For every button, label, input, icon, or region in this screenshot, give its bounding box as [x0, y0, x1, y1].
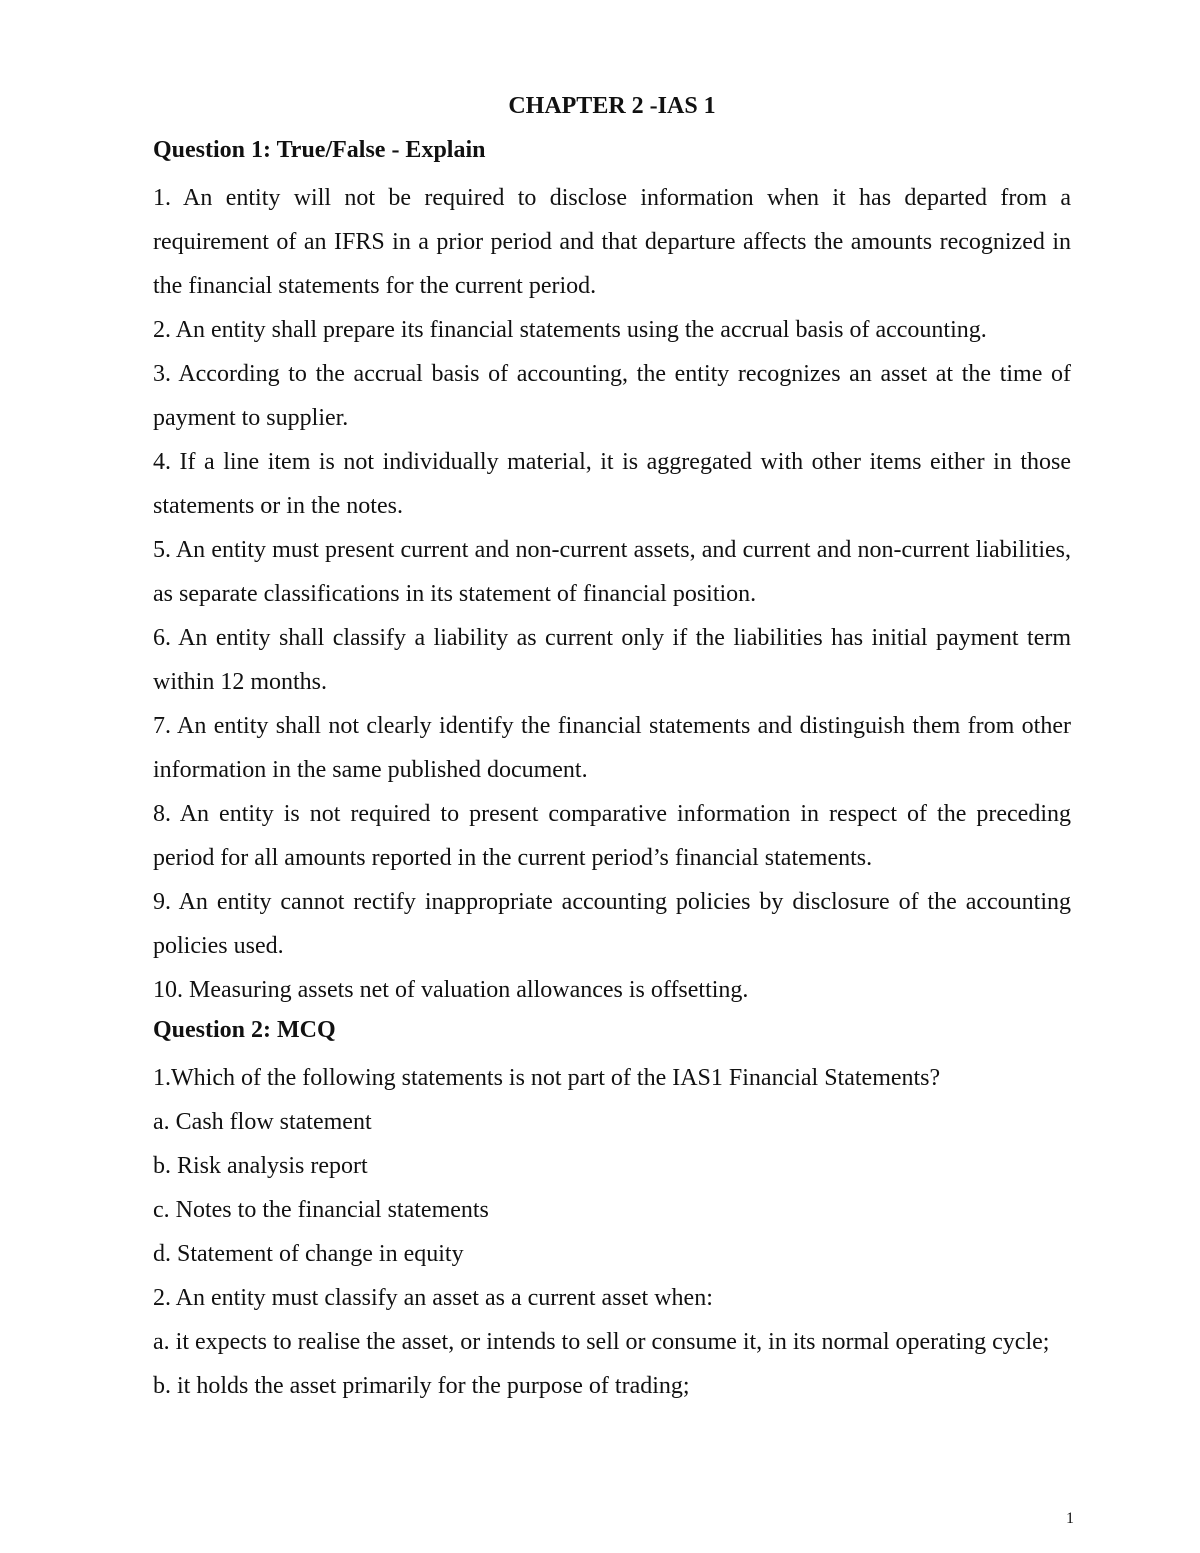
mcq-1-option-a: a. Cash flow statement	[153, 1109, 372, 1135]
tf-item-3: 3. According to the accrual basis of accounting, the entity recognizes an asset at the time of payment to supplier.	[153, 361, 1071, 431]
page-number: 1	[1066, 1510, 1074, 1527]
tf-item-10: 10. Measuring assets net of valuation allowances is offsetting.	[153, 977, 749, 1003]
mcq-2-option-b: b. it holds the asset primarily for the purpose of trading;	[153, 1373, 690, 1399]
tf-item-6: 6. An entity shall classify a liability as current only if the liabilities has initial payment term within 12 months.	[153, 625, 1071, 695]
document-page	[153, 88, 1071, 1408]
chapter-title: CHAPTER 2 -IAS 1	[508, 93, 716, 119]
mcq-1-option-d: d. Statement of change in equity	[153, 1241, 464, 1267]
tf-item-2: 2. An entity shall prepare its financial statements using the accrual basis of accounting.	[153, 317, 987, 343]
tf-item-5: 5. An entity must present current and non-current assets, and current and non-current liabilities, as separate classifications in its statement of financial position.	[153, 537, 1071, 607]
tf-item-4: 4. If a line item is not individually material, it is aggregated with other items either in those statements or in the notes.	[153, 449, 1071, 519]
mcq-2-option-a: a. it expects to realise the asset, or intends to sell or consume it, in its normal operating cycle;	[153, 1329, 1050, 1355]
mcq-1-option-b: b. Risk analysis report	[153, 1153, 368, 1179]
tf-item-9: 9. An entity cannot rectify inappropriate accounting policies by disclosure of the accounting policies used.	[153, 889, 1071, 959]
tf-item-8: 8. An entity is not required to present comparative information in respect of the preceding period for all amounts reported in the current period’s financial statements.	[153, 801, 1071, 871]
question-2-heading: Question 2: MCQ	[153, 1017, 336, 1043]
mcq-question-2: 2. An entity must classify an asset as a current asset when:	[153, 1285, 713, 1311]
mcq-1-option-c: c. Notes to the financial statements	[153, 1197, 489, 1223]
question-1-heading: Question 1: True/False - Explain	[153, 137, 486, 163]
mcq-question-1: 1.Which of the following statements is not part of the IAS1 Financial Statements?	[153, 1065, 941, 1091]
tf-item-1: 1. An entity will not be required to disclose information when it has departed from a requirement of an IFRS in a prior period and that departure affects the amounts recognized in the financial statements for the current period.	[153, 185, 1071, 299]
tf-item-7: 7. An entity shall not clearly identify the financial statements and distinguish them from other information in the same published document.	[153, 713, 1071, 783]
